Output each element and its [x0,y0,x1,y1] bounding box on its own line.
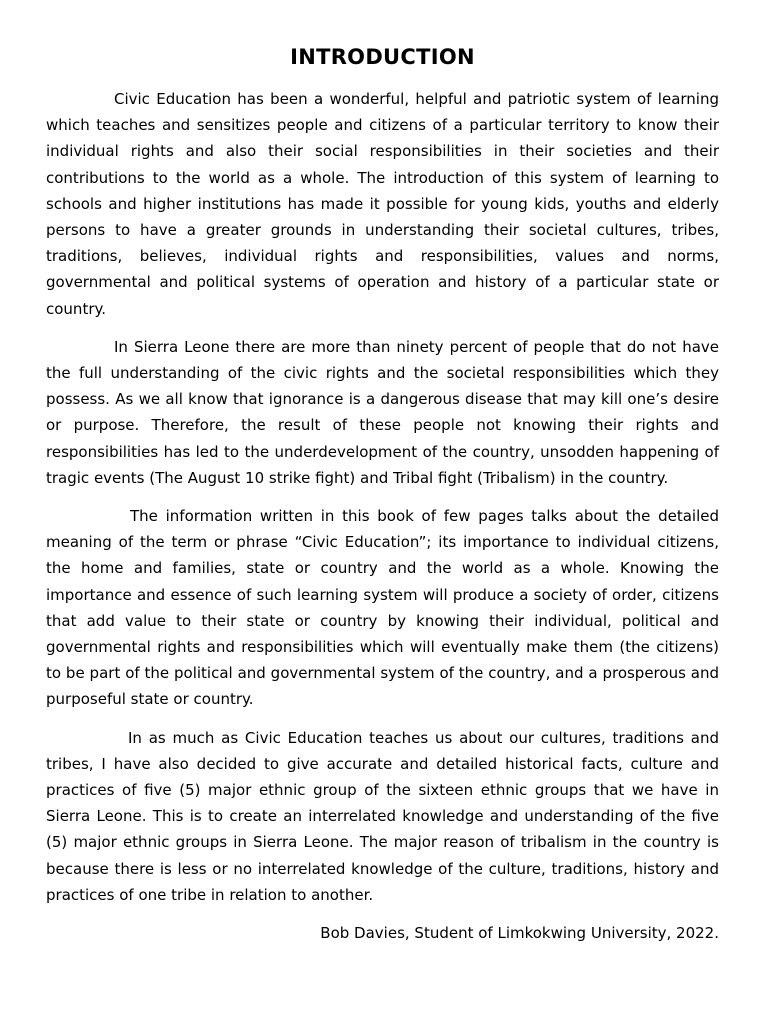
author-signature: Bob Davies, Student of Limkokwing University, 2022. [320,924,719,943]
paragraph-4: In as much as Civic Education teaches us about our cultures, traditions and tribes, I have also decided to give accurate and detailed historical facts, culture and practices of five (5) major ethnic group of the sixteen ethnic groups that we have in Sierra Leone. This is to create an interrelated knowledge and understanding of the five (5) major ethnic groups in Sierra Leone. The major reason of tribalism in the country is because there is less or no interrelated knowledge of the culture, traditions, history and practices of one tribe in relation to another. [46,728,719,904]
page-title: INTRODUCTION [290,45,475,69]
paragraph-2: In Sierra Leone there are more than ninety percent of people that do not have the full understanding of the civic rights and the societal responsibilities which they possess. As we all know that ignorance is a dangerous disease that may kill one’s desire or purpose. Therefore, the result of these people not knowing their rights and responsibilities has led to the underdevelopment of the country, unsodden happening of tragic events (The August 10 strike fight) and Tribal fight (Tribalism) in the country. [46,337,719,487]
paragraph-3: The information written in this book of few pages talks about the detailed meaning of the term or phrase “Civic Education”; its importance to individual citizens, the home and families, state or country and the world as a whole. Knowing the importance and essence of such learning system will produce a society of order, citizens that add value to their state or country by knowing their individual, political and governmental rights and responsibilities which will eventually make them (the citizens) to be part of the political and governmental system of the country, and a prosperous and purposeful state or country. [46,507,719,709]
document-page [46,42,719,946]
paragraph-1: Civic Education has been a wonderful, helpful and patriotic system of learning which teaches and sensitizes people and citizens of a particular territory to know their individual rights and also their social responsibilities in their societies and their contributions to the world as a whole. The introduction of this system of learning to schools and higher institutions has made it possible for young kids, youths and elderly persons to have a greater grounds in understanding their societal cultures, tribes, traditions, believes, individual rights and responsibilities, values and norms, governmental and political systems of operation and history of a particular state or country. [46,90,719,318]
